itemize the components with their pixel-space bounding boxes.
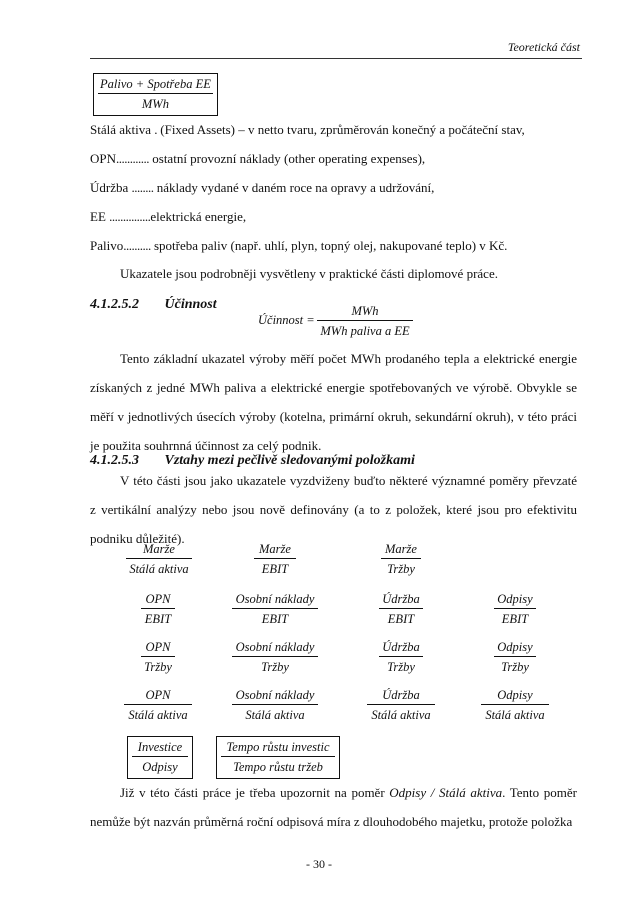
fraction-denominator: MWh paliva a EE [320,324,410,338]
ratio-fraction [126,541,192,577]
fraction-numerator: OPN [124,687,192,705]
fraction-denominator: EBIT [261,562,289,576]
fraction-denominator: Stálá aktiva [245,708,305,722]
fraction-denominator: Tempo růstu tržeb [233,760,323,774]
fraction-denominator: Tržby [144,660,172,674]
fraction-numerator: OPN [141,591,175,609]
fraction-numerator: Osobní náklady [232,591,318,609]
fraction-numerator: MWh [317,303,413,321]
fraction-denominator: Stálá aktiva [129,562,189,576]
section-number: 4.1.2.5.2 [90,297,139,312]
ratio-fraction [141,591,175,627]
definition-term: Palivo [90,238,124,253]
fraction-denominator: Stálá aktiva [128,708,188,722]
definition-leader: .......... [123,238,151,253]
closing-text-before: Již v této části práce je třeba upozornit na poměr [120,785,390,800]
running-header: Teoretická část [507,40,580,54]
definition-line [90,151,425,167]
ratio-fraction [381,541,421,577]
fraction-denominator: EBIT [261,612,289,626]
note-text: Ukazatele jsou podrobněji vysvětleny v praktické části diplomové práce. [120,266,498,281]
efficiency-equation-lhs: Účinnost = [258,313,315,327]
definition-term: EE [90,209,106,224]
ratio-fraction [232,591,318,627]
ratio-fraction [124,687,192,723]
fraction-numerator: Odpisy [494,591,536,609]
definition-text: (Fixed Assets) – v netto tvaru, zprůměrován konečný a počáteční stav, [160,122,525,137]
efficiency-fraction [317,303,413,339]
efficiency-paragraph [90,344,577,460]
fraction-denominator: EBIT [387,612,415,626]
definition-leader: . [154,122,158,137]
definition-line [90,180,434,196]
section-number: 4.1.2.5.3 [90,453,139,468]
ratio-fraction [481,687,549,723]
fraction-denominator: Stálá aktiva [371,708,431,722]
definition-text: elektrická energie, [150,209,247,224]
ratio-fraction [254,541,296,577]
ratio-fraction [232,687,318,723]
fraction-denominator: Tržby [387,562,415,576]
closing-text-after: . Tento poměr nemůže být nazván průměrná roční odpisová míra z dlouhodobého majetku, protože položka [90,785,577,829]
ratio-fraction [141,639,175,675]
fraction-denominator: Tržby [501,660,529,674]
fraction-numerator: Osobní náklady [232,639,318,657]
fraction-denominator: Tržby [387,660,415,674]
fraction-numerator: Marže [254,541,296,559]
fraction-denominator: EBIT [144,612,172,626]
definition-text: ostatní provozní náklady (other operating expenses), [152,151,426,166]
fraction-numerator: Údržba [379,591,423,609]
definition-term: Stálá aktiva [90,122,152,137]
ratio-fraction [379,639,423,675]
fraction-denominator: Tržby [261,660,289,674]
fraction-numerator: Odpisy [481,687,549,705]
fraction-numerator: Tempo růstu investic [221,739,335,757]
page-number: - 30 - [306,857,332,871]
definition-line [90,238,507,254]
fraction-numerator: Osobní náklady [232,687,318,705]
fraction-denominator: MWh [141,97,169,111]
ratio-fraction [494,639,536,675]
header-rule [90,58,582,59]
definition-line [90,122,525,138]
ratio-fraction [367,687,435,723]
fraction-numerator: Údržba [367,687,435,705]
definition-text: spotřeba paliv (např. uhlí, plyn, topný olej, nakupované teplo) v Kč. [153,238,508,253]
fuel-ratio-fraction [93,73,218,116]
fraction-numerator: OPN [141,639,175,657]
fraction-denominator: Odpisy [142,760,178,774]
definition-term: OPN [90,151,117,166]
fraction-numerator: Palivo + Spotřeba EE [98,76,213,94]
fraction-numerator: Investice [132,739,188,757]
section-title: Vztahy mezi pečlivě sledovanými položkami [164,453,415,468]
relations-text: V této části jsou jako ukazatele vyzdviženy buďto některé významné poměry převzaté z vertikální analýzy nebo jsou nově definovány (a to z položek, které jsou pro efektivitu podniku důležité). [90,473,577,546]
ratio-fraction [232,639,318,675]
section-title: Účinnost [164,297,217,312]
closing-emphasis: Odpisy / Stálá aktiva [389,785,503,800]
ratio-fraction [379,591,423,627]
ratio-fraction [127,736,193,779]
definition-term: Údržba [90,180,129,195]
ratio-fraction [216,736,340,779]
efficiency-text: Tento základní ukazatel výroby měří počet MWh prodaného tepla a elektrické energie získaných z jedné MWh paliva a elektrické energie spotřebovaných ve výrobě. Obvykle se měří v jednotlivých úsecích výroby (kotelna, primární okruh, sekundární okruh), v této práci je použita souhrnná účinnost za celý podnik. [90,351,577,453]
definition-leader: ............... [109,209,151,224]
fraction-denominator: EBIT [501,612,529,626]
fraction-numerator: Odpisy [494,639,536,657]
fraction-numerator: Marže [381,541,421,559]
relations-paragraph [90,466,577,553]
definition-leader: ........ [131,180,154,195]
fraction-denominator: Stálá aktiva [485,708,545,722]
ratio-fraction [494,591,536,627]
definition-line [90,209,246,225]
definition-text: náklady vydané v daném roce na opravy a udržování, [156,180,435,195]
section-heading [90,297,217,313]
note-paragraph [90,259,577,288]
fraction-numerator: Údržba [379,639,423,657]
fraction-numerator: Marže [126,541,192,559]
closing-paragraph [90,778,577,836]
definition-leader: ............ [116,151,150,166]
